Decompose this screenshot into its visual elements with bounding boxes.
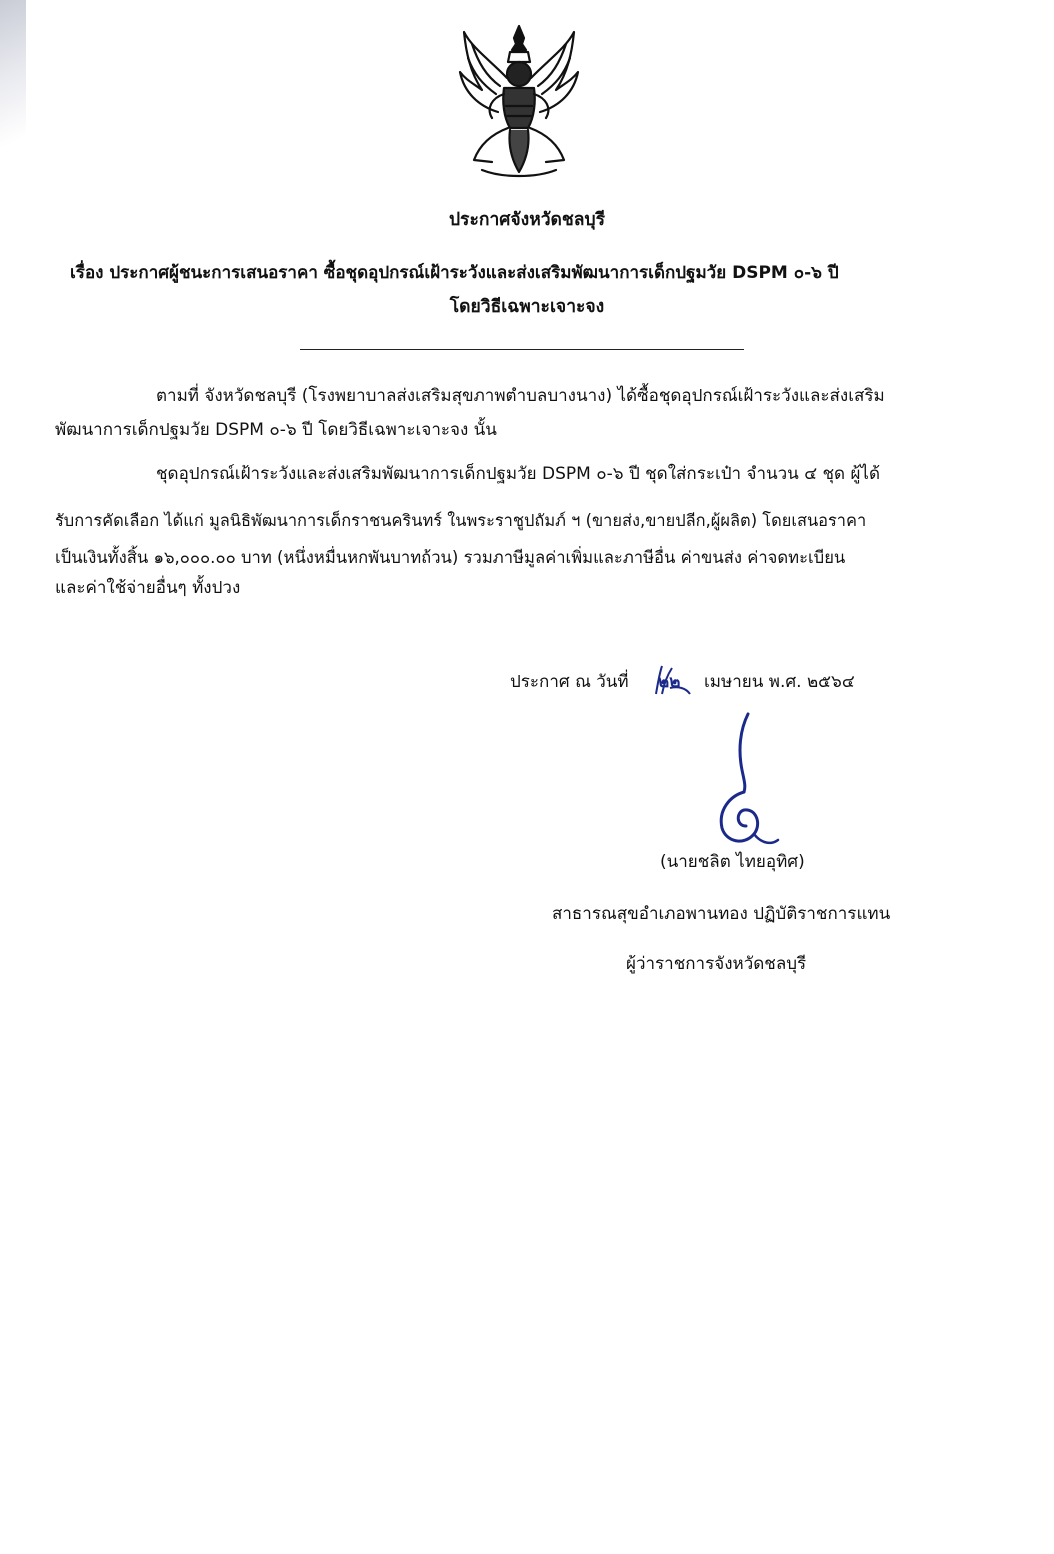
announcement-subject-line2: โดยวิธีเฉพาะเจาะจง [449,297,605,317]
handwritten-date-mark [652,664,694,698]
handwritten-signature [700,710,800,850]
announcement-date-prefix: ประกาศ ณ วันที่ [510,672,629,692]
announcement-subject: เรื่อง ประกาศผู้ชนะการเสนอราคา ซื้อชุดอุปกรณ์เฝ้าระวังและส่งเสริมพัฒนาการเด็กปฐมวัย DSPM ๐-๖ ปี [70,263,839,283]
paragraph-2-line-4: และค่าใช้จ่ายอื่นๆ ทั้งปวง [55,578,241,598]
announcement-date-day: ๒๒ [658,672,681,692]
paragraph-2-line-1: ชุดอุปกรณ์เฝ้าระวังและส่งเสริมพัฒนาการเด็กปฐมวัย DSPM ๐-๖ ปี ชุดใส่กระเป๋า จำนวน ๔ ชุด ผู้ได้ [156,464,881,484]
paragraph-1-line-2: พัฒนาการเด็กปฐมวัย DSPM ๐-๖ ปี โดยวิธีเฉพาะเจาะจง นั้น [55,420,497,440]
title-divider [300,349,744,350]
paragraph-1-line-1: ตามที่ จังหวัดชลบุรี (โรงพยาบาลส่งเสริมสุขภาพตำบลบางนาง) ได้ซื้อชุดอุปกรณ์เฝ้าระวังและส่งเสริม [156,386,885,406]
paragraph-2-line-3: เป็นเงินทั้งสิ้น ๑๖,๐๐๐.๐๐ บาท (หนึ่งหมื่นหกพันบาทถ้วน) รวมภาษีมูลค่าเพิ่มและภาษีอื่น ค่าขนส่ง ค่าจดทะเบียน [55,548,846,567]
page-edge-shadow [0,0,26,200]
signatory-name: (นายชลิต ไทยอุทิศ) [660,852,805,872]
announcement-date-rest: เมษายน พ.ศ. ๒๕๖๔ [704,672,855,692]
announcement-title: ประกาศจังหวัดชลบุรี [448,210,606,230]
garuda-emblem-icon [452,22,586,182]
signatory-position-line1: สาธารณสุขอำเภอพานทอง ปฏิบัติราชการแทน [552,904,891,924]
signatory-position-line2: ผู้ว่าราชการจังหวัดชลบุรี [626,954,807,974]
paragraph-2-line-2: รับการคัดเลือก ได้แก่ มูลนิธิพัฒนาการเด็กราชนครินทร์ ในพระราชูปถัมภ์ ฯ (ขายส่ง,ขายปลีก,ผู้ผลิต) โดยเสนอราคา [55,511,867,530]
